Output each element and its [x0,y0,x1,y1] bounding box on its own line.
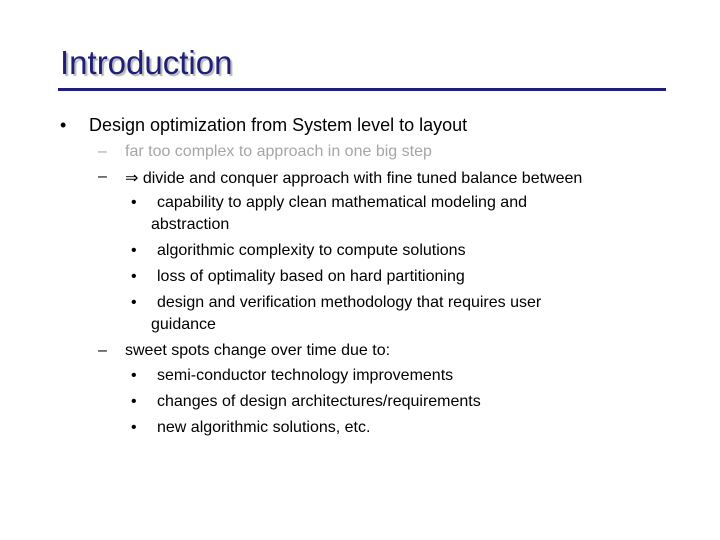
bullet-text: Design optimization from System level to layout [89,115,468,135]
list-item-text: design and verification methodology that requires user [157,294,542,311]
sub-bullet-text: far too complex to approach in one big step [125,143,432,160]
dash-marker: – [98,168,107,185]
slide-title: Introduction [60,44,233,81]
list-item-text: semi-conductor technology improvements [157,367,454,384]
list-item-text: algorithmic complexity to compute solutions [157,242,466,259]
dash-marker: – [98,342,107,359]
bullet-marker: • [131,242,137,259]
dash-marker: – [98,143,107,160]
bullet-marker: • [131,194,137,211]
sub-bullet-text: ⇒ divide and conquer approach with fine tuned balance between [125,170,583,187]
bullet-marker: • [131,268,137,285]
list-item-text-continued: guidance [151,316,216,333]
list-item-text: changes of design architectures/requirements [157,393,481,410]
bullet-marker: • [60,115,67,135]
list-item-text: new algorithmic solutions, etc. [157,419,371,436]
list-item-text-continued: abstraction [151,216,230,233]
list-item-text: loss of optimality based on hard partitioning [157,268,465,285]
bullet-marker: • [131,393,137,410]
bullet-marker: • [131,294,137,311]
list-item-text: capability to apply clean mathematical modeling and [157,194,527,211]
title-underline [58,88,666,91]
sub-bullet-text: sweet spots change over time due to: [125,342,391,359]
bullet-marker: • [131,419,137,436]
bullet-marker: • [131,367,137,384]
